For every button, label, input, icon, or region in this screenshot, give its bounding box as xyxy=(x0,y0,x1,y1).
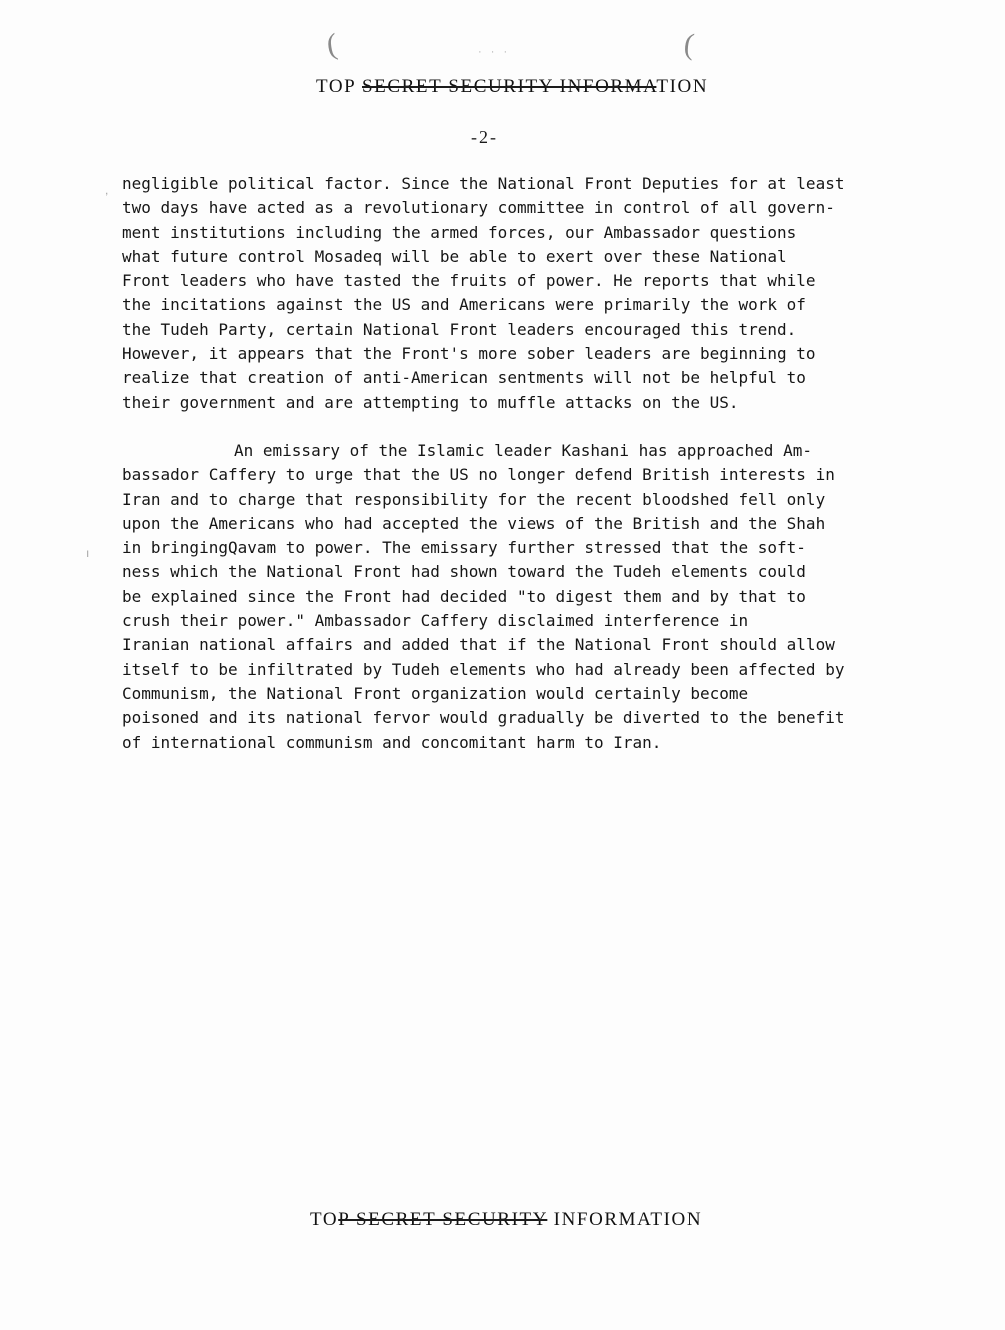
classification-footer-struck: P SECRET SECURITY xyxy=(338,1209,548,1230)
classification-footer-tail: INFORMATION xyxy=(547,1209,703,1230)
classification-header xyxy=(316,76,708,98)
text-line: poisoned and its national fervor would gradually be diverted to the benefit xyxy=(122,708,845,728)
text-line: bassador Caffery to urge that the US no longer defend British interests in xyxy=(122,465,835,485)
text-line: the incitations against the US and Americans were primarily the work of xyxy=(122,295,806,315)
text-line: their government and are attempting to muffle attacks on the US. xyxy=(122,392,739,412)
text-line: Communism, the National Front organization would certainly become xyxy=(122,683,749,703)
faint-stamp-mark: · · · xyxy=(478,46,511,58)
text-line: Front leaders who have tasted the fruits of power. He reports that while xyxy=(122,271,816,291)
text-line: of international communism and concomitant harm to Iran. xyxy=(122,732,662,752)
text-line: ness which the National Front had shown toward the Tudeh elements could xyxy=(122,562,806,582)
text-line: itself to be infiltrated by Tudeh elements who had already been affected by xyxy=(122,659,845,679)
page-number: -2- xyxy=(471,127,498,147)
classification-header-tail: TION xyxy=(656,76,709,97)
paragraph-1 xyxy=(122,172,932,415)
classification-footer xyxy=(310,1209,702,1231)
text-line: However, it appears that the Front's more sober leaders are beginning to xyxy=(122,344,816,364)
classification-header-struck: SECRET SECURITY INFORMA xyxy=(362,76,657,97)
margin-tick: , xyxy=(105,183,109,197)
hole-punch-mark-left: ( xyxy=(324,27,340,62)
text-line: upon the Americans who had accepted the views of the British and the Shah xyxy=(122,513,826,533)
text-line: crush their power." Ambassador Caffery disclaimed interference in xyxy=(122,611,749,631)
memo-body xyxy=(122,172,932,755)
paragraph-2 xyxy=(122,439,932,755)
text-line: realize that creation of anti-American sentments will not be helpful to xyxy=(122,368,806,388)
text-line: the Tudeh Party, certain National Front leaders encouraged this trend. xyxy=(122,319,797,339)
text-line: what future control Mosadeq will be able to exert over these National xyxy=(122,246,787,266)
text-line: be explained since the Front had decided "to digest them and by that to xyxy=(122,586,806,606)
text-line: two days have acted as a revolutionary committee in control of all govern- xyxy=(122,198,835,218)
hole-punch-mark-right: ( xyxy=(682,27,696,62)
text-line: ment institutions including the armed forces, our Ambassador questions xyxy=(122,222,797,242)
classification-footer-plain: TO xyxy=(310,1209,339,1230)
text-line: Iran and to charge that responsibility for the recent bloodshed fell only xyxy=(122,489,826,509)
text-line: Iranian national affairs and added that if the National Front should allow xyxy=(122,635,835,655)
classification-header-plain: TOP xyxy=(316,76,362,97)
margin-tick: ı xyxy=(86,546,90,560)
paragraph-gap xyxy=(122,415,932,439)
text-line: negligible political factor. Since the National Front Deputies for at least xyxy=(122,174,845,193)
text-line: An emissary of the Islamic leader Kashani has approached Am- xyxy=(234,440,812,460)
text-line: in bringingQavam to power. The emissary further stressed that the soft- xyxy=(122,538,806,558)
